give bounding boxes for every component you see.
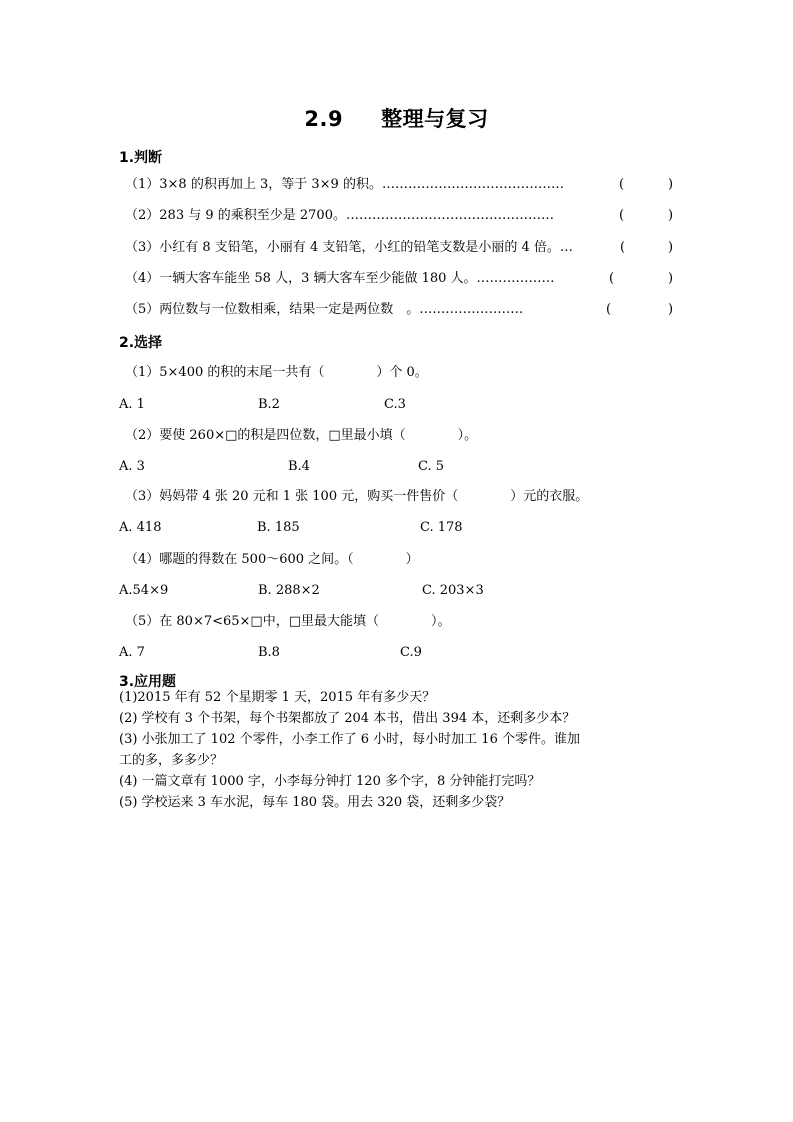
choice-option[interactable]: A. 1 xyxy=(119,397,145,412)
choice-option[interactable]: C. 203×3 xyxy=(422,583,484,598)
choice-option[interactable]: B. 185 xyxy=(257,520,300,535)
answer-paren-open[interactable]: ( xyxy=(619,208,625,223)
answer-paren-close: ) xyxy=(668,240,674,255)
choice-option[interactable]: A. 7 xyxy=(119,645,145,660)
choice-option[interactable]: A.54×9 xyxy=(119,583,169,598)
word-problem-line: 工的多，多多少？ xyxy=(119,753,224,768)
word-problem-line: (1)2015 年有 52 个星期零 1 天，2015 年有多少天？ xyxy=(119,690,436,705)
page-title xyxy=(0,103,793,133)
choice-option[interactable]: B. 288×2 xyxy=(258,583,320,598)
choice-option[interactable]: C. 5 xyxy=(418,459,445,474)
judgment-question: （1）3×8 的积再加上 3，等于 3×9 的积。…………………………………… xyxy=(125,177,564,192)
word-problem-line: (3) 小张加工了 102 个零件，小李工作了 6 小时，每小时加工 16 个零件。谁加 xyxy=(119,732,580,747)
choice-option[interactable]: C. 178 xyxy=(420,520,463,535)
judgment-question: （4）一辆大客车能坐 58 人，3 辆大客车至少能做 180 人。……………… xyxy=(125,271,555,286)
answer-paren-open[interactable]: ( xyxy=(609,271,615,286)
choice-option[interactable]: B.4 xyxy=(288,459,310,474)
choice-question: （4）哪题的得数在 500～600 之间。（ ） xyxy=(125,552,419,567)
section-heading-judgment: 1.判断 xyxy=(119,150,163,166)
judgment-question: （5）两位数与一位数相乘，结果一定是两位数 。…………………… xyxy=(125,302,524,317)
word-problem-line: (4) 一篇文章有 1000 字，小李每分钟打 120 多个字，8 分钟能打完吗？ xyxy=(119,774,541,789)
answer-paren-open[interactable]: ( xyxy=(619,177,625,192)
word-problem-line: (5) 学校运来 3 车水泥，每车 180 袋。用去 320 袋，还剩多少袋？ xyxy=(119,795,511,810)
answer-paren-open[interactable]: ( xyxy=(606,302,612,317)
judgment-question: （2）283 与 9 的乘积至少是 2700。………………………………………… xyxy=(125,208,554,223)
judgment-question: （3）小红有 8 支铅笔，小丽有 4 支铅笔，小红的铅笔支数是小丽的 4 倍。… xyxy=(125,240,573,255)
choice-question: （3）妈妈带 4 张 20 元和 1 张 100 元，购买一件售价（ ）元的衣服。 xyxy=(125,489,589,504)
choice-option[interactable]: A. 418 xyxy=(119,520,162,535)
choice-option[interactable]: B.8 xyxy=(258,645,280,660)
choice-question: （2）要使 260×□的积是四位数，□里最小填（ ）。 xyxy=(125,428,478,443)
choice-option[interactable]: A. 3 xyxy=(119,459,145,474)
word-problem-line: (2) 学校有 3 个书架，每个书架都放了 204 本书，借出 394 本，还剩多少本？ xyxy=(119,711,576,726)
answer-paren-open[interactable]: ( xyxy=(620,240,626,255)
answer-paren-close: ) xyxy=(668,177,674,192)
section-heading-word-problems: 3.应用题 xyxy=(119,674,177,690)
title-text: 整理与复习 xyxy=(381,107,489,131)
choice-option[interactable]: C.9 xyxy=(400,645,422,660)
section-heading-choice: 2.选择 xyxy=(119,335,163,351)
title-number: 2.9 xyxy=(304,107,344,131)
choice-question: （5）在 80×7<65×□中，□里最大能填（ ）。 xyxy=(125,614,451,629)
answer-paren-close: ) xyxy=(668,271,674,286)
choice-option[interactable]: B.2 xyxy=(258,397,280,412)
choice-option[interactable]: C.3 xyxy=(384,397,406,412)
choice-question: （1）5×400 的积的末尾一共有（ ）个 0。 xyxy=(125,365,428,380)
answer-paren-close: ) xyxy=(668,302,674,317)
answer-paren-close: ) xyxy=(668,208,674,223)
